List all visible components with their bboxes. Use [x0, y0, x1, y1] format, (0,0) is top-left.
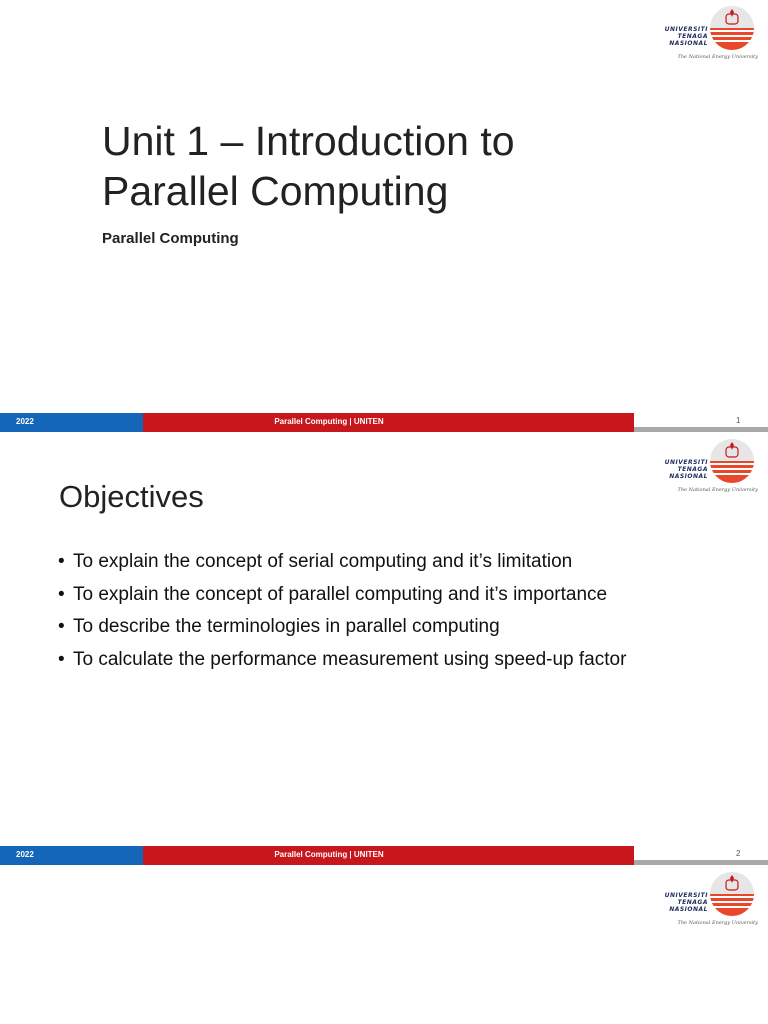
bullet-icon: •: [58, 551, 65, 572]
footer-course: Parallel Computing | UNITEN: [274, 850, 384, 859]
slide-2: [0, 433, 768, 866]
logo-line-2: TENAGA: [677, 466, 708, 473]
footer-grey-bar: [634, 427, 768, 432]
uniten-logo: [610, 437, 760, 495]
bullet-icon: •: [58, 616, 65, 637]
objectives-list: [58, 546, 626, 676]
logo-tagline: The National Energy University: [677, 920, 758, 926]
logo-wordmark: [665, 26, 708, 47]
list-item: [58, 611, 626, 644]
logo-emblem-icon: [708, 4, 756, 52]
logo-line-1: UNIVERSITI: [664, 459, 708, 466]
bullet-text: To describe the terminologies in parallel computing: [73, 616, 500, 637]
logo-tagline: The National Energy University: [677, 487, 758, 493]
slide-heading: Objectives: [59, 479, 204, 514]
bullet-icon: •: [58, 583, 65, 605]
title-line-1: Unit 1 – Introduction to: [102, 118, 515, 164]
title-line-2: Parallel Computing: [102, 168, 449, 214]
bullet-text: To explain the concept of serial computing and it’s limitation: [73, 551, 573, 572]
list-item: [58, 546, 626, 579]
logo-line-3: NASIONAL: [669, 40, 708, 47]
logo-tagline: The National Energy University: [677, 54, 758, 60]
list-item: [58, 579, 626, 612]
uniten-logo: [610, 4, 760, 62]
logo-line-1: UNIVERSITI: [664, 26, 708, 33]
bullet-text: To calculate the performance measurement using speed-up factor: [73, 648, 627, 670]
slide-title: [102, 116, 662, 216]
list-item: [58, 644, 626, 677]
logo-line-3: NASIONAL: [669, 906, 708, 913]
bullet-icon: •: [58, 648, 65, 670]
slide-footer: [0, 413, 768, 433]
logo-wordmark: [665, 892, 708, 913]
footer-year: 2022: [16, 417, 34, 426]
page-number: 1: [736, 416, 741, 425]
bullet-text: To explain the concept of parallel computing and it’s importance: [73, 583, 608, 605]
footer-course: Parallel Computing | UNITEN: [274, 417, 384, 426]
logo-line-1: UNIVERSITI: [664, 892, 708, 899]
slide-subtitle: Parallel Computing: [102, 230, 239, 247]
logo-emblem-icon: [708, 870, 756, 918]
page-number: 2: [736, 849, 741, 858]
logo-line-2: TENAGA: [677, 33, 708, 40]
logo-wordmark: [665, 459, 708, 480]
slide-1: [0, 0, 768, 433]
slide-footer: [0, 846, 768, 866]
logo-line-2: TENAGA: [677, 899, 708, 906]
footer-grey-bar: [634, 860, 768, 865]
logo-emblem-icon: [708, 437, 756, 485]
footer-year: 2022: [16, 850, 34, 859]
logo-line-3: NASIONAL: [669, 473, 708, 480]
slide-3: [0, 866, 768, 1024]
uniten-logo: [610, 870, 760, 928]
